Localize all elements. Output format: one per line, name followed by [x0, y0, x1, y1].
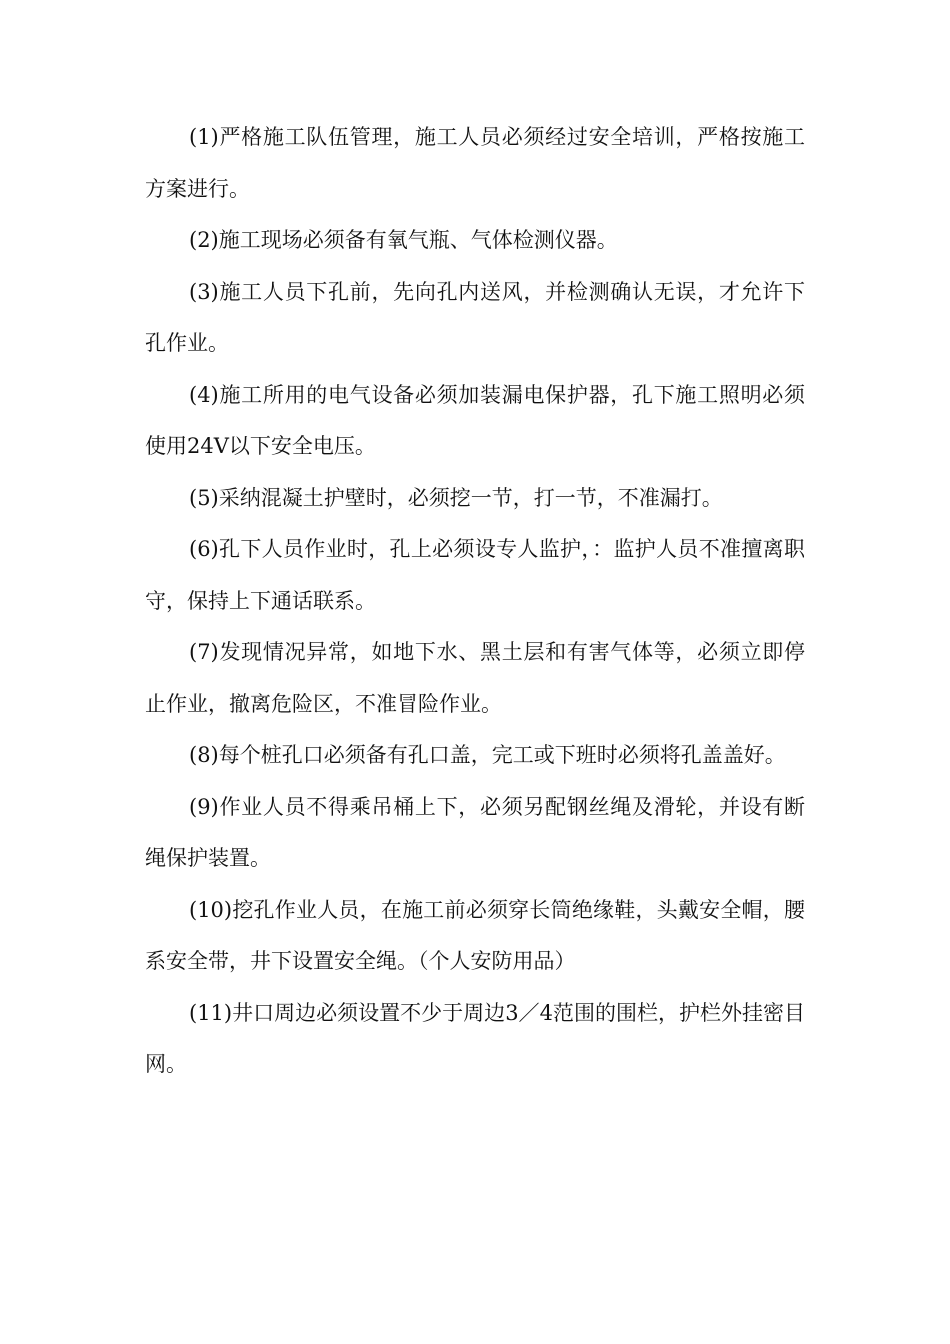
paragraph-6: (6)孔下人员作业时，孔上必须设专人监护，：监护人员不准擅离职守，保持上下通话联系。 — [145, 537, 805, 613]
paragraph-11: (11)井口周边必须设置不少于周边3／4范围的围栏，护栏外挂密目网。 — [145, 1000, 805, 1076]
paragraph-5: (5)采纳混凝土护壁时，必须挖一节，打一节，不准漏打。 — [189, 485, 723, 510]
paragraph-4: (4)施工所用的电气设备必须加装漏电保护器，孔下施工照明必须使用24V以下安全电压。 — [145, 382, 805, 458]
paragraph-8: (8)每个桩孔口必须备有孔口盖，完工或下班时必须将孔盖盖好。 — [189, 743, 786, 767]
paragraph-9: (9)作业人员不得乘吊桶上下，必须另配钢丝绳及滑轮，并设有断绳保护装置。 — [145, 794, 805, 870]
paragraph-2: (2)施工现场必须备有氧气瓶、气体检测仪器。 — [189, 228, 618, 252]
paragraph-7: (7)发现情况异常，如地下水、黑土层和有害气体等，必须立即停止作业，撤离危险区，不准冒险作业。 — [145, 640, 805, 716]
paragraph-10: (10)挖孔作业人员，在施工前必须穿长筒绝缘鞋，头戴安全帽，腰系安全带，井下设置安全绳。（个人安防用品） — [145, 897, 805, 973]
paragraph-3: (3)施工人员下孔前，先向孔内送风，并检测确认无误，才允许下孔作业。 — [145, 279, 805, 355]
paragraph-1: (1)严格施工队伍管理，施工人员必须经过安全培训，严格按施工方案进行。 — [145, 125, 805, 201]
document-body — [145, 112, 805, 1091]
